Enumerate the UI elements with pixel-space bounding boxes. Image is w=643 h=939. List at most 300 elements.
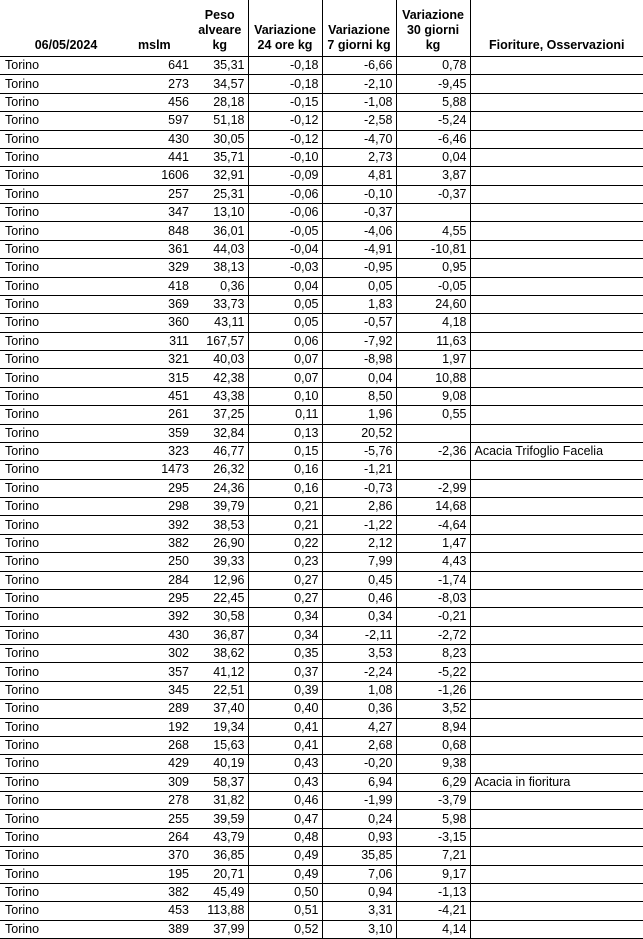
- cell-city: Torino: [0, 277, 132, 295]
- cell-variazione-24h: 0,34: [248, 608, 322, 626]
- cell-fioriture: [470, 240, 643, 258]
- table-row: [0, 810, 643, 828]
- cell-peso: 58,37: [192, 773, 248, 791]
- cell-variazione-24h: 0,51: [248, 902, 322, 920]
- cell-city: Torino: [0, 718, 132, 736]
- cell-city: Torino: [0, 240, 132, 258]
- cell-variazione-7d: 0,05: [322, 277, 396, 295]
- cell-variazione-30d: -2,72: [396, 626, 470, 644]
- cell-peso: 26,32: [192, 461, 248, 479]
- cell-variazione-24h: -0,12: [248, 112, 322, 130]
- table-row: [0, 442, 643, 460]
- cell-variazione-7d: -0,10: [322, 185, 396, 203]
- cell-peso: 15,63: [192, 736, 248, 754]
- cell-peso: 39,79: [192, 498, 248, 516]
- cell-city: Torino: [0, 700, 132, 718]
- cell-mslm: 192: [132, 718, 192, 736]
- cell-variazione-7d: 0,94: [322, 883, 396, 901]
- cell-fioriture: [470, 185, 643, 203]
- cell-variazione-24h: 0,16: [248, 461, 322, 479]
- cell-variazione-30d: -2,99: [396, 479, 470, 497]
- cell-city: Torino: [0, 259, 132, 277]
- cell-city: Torino: [0, 479, 132, 497]
- cell-peso: 20,71: [192, 865, 248, 883]
- table-row: [0, 828, 643, 846]
- cell-mslm: 347: [132, 204, 192, 222]
- cell-variazione-7d: 6,94: [322, 773, 396, 791]
- cell-variazione-7d: 2,12: [322, 534, 396, 552]
- cell-mslm: 250: [132, 553, 192, 571]
- cell-mslm: 195: [132, 865, 192, 883]
- cell-variazione-24h: 0,16: [248, 479, 322, 497]
- cell-fioriture: Acacia Trifoglio Facelia: [470, 442, 643, 460]
- cell-peso: 44,03: [192, 240, 248, 258]
- cell-variazione-24h: 0,49: [248, 847, 322, 865]
- cell-fioriture: [470, 589, 643, 607]
- cell-variazione-7d: 3,53: [322, 645, 396, 663]
- cell-mslm: 329: [132, 259, 192, 277]
- cell-city: Torino: [0, 865, 132, 883]
- cell-fioriture: [470, 626, 643, 644]
- cell-variazione-7d: 0,45: [322, 571, 396, 589]
- cell-variazione-7d: 0,24: [322, 810, 396, 828]
- cell-variazione-30d: -3,15: [396, 828, 470, 846]
- cell-variazione-7d: -5,76: [322, 442, 396, 460]
- cell-peso: 28,18: [192, 93, 248, 111]
- cell-mslm: 392: [132, 516, 192, 534]
- cell-city: Torino: [0, 442, 132, 460]
- cell-variazione-30d: 3,52: [396, 700, 470, 718]
- cell-city: Torino: [0, 148, 132, 166]
- cell-variazione-7d: 0,93: [322, 828, 396, 846]
- cell-variazione-24h: 0,40: [248, 700, 322, 718]
- table-row: [0, 148, 643, 166]
- cell-mslm: 441: [132, 148, 192, 166]
- cell-fioriture: [470, 883, 643, 901]
- cell-variazione-7d: -7,92: [322, 332, 396, 350]
- cell-peso: 30,05: [192, 130, 248, 148]
- cell-variazione-30d: 8,23: [396, 645, 470, 663]
- table-row: [0, 718, 643, 736]
- table-row: [0, 75, 643, 93]
- cell-mslm: 389: [132, 920, 192, 938]
- cell-fioriture: [470, 755, 643, 773]
- cell-peso: 38,13: [192, 259, 248, 277]
- cell-city: Torino: [0, 847, 132, 865]
- cell-variazione-7d: -1,99: [322, 792, 396, 810]
- cell-variazione-24h: 0,52: [248, 920, 322, 938]
- cell-variazione-24h: -0,09: [248, 167, 322, 185]
- cell-city: Torino: [0, 589, 132, 607]
- header-var30-line: 30 giorni kg: [406, 23, 460, 52]
- cell-variazione-24h: -0,10: [248, 148, 322, 166]
- cell-city: Torino: [0, 222, 132, 240]
- cell-variazione-24h: 0,04: [248, 277, 322, 295]
- cell-peso: 42,38: [192, 369, 248, 387]
- cell-mslm: 430: [132, 130, 192, 148]
- cell-variazione-7d: 3,10: [322, 920, 396, 938]
- cell-variazione-30d: -1,26: [396, 681, 470, 699]
- cell-variazione-24h: 0,35: [248, 645, 322, 663]
- cell-fioriture: [470, 828, 643, 846]
- table-row: [0, 351, 643, 369]
- cell-fioriture: [470, 810, 643, 828]
- cell-variazione-24h: 0,43: [248, 755, 322, 773]
- cell-variazione-7d: 0,04: [322, 369, 396, 387]
- cell-mslm: 289: [132, 700, 192, 718]
- cell-mslm: 1606: [132, 167, 192, 185]
- cell-variazione-7d: -0,20: [322, 755, 396, 773]
- cell-fioriture: [470, 148, 643, 166]
- cell-peso: 38,62: [192, 645, 248, 663]
- cell-city: Torino: [0, 75, 132, 93]
- cell-city: Torino: [0, 93, 132, 111]
- cell-variazione-30d: 9,17: [396, 865, 470, 883]
- table-row: [0, 663, 643, 681]
- cell-peso: 37,25: [192, 406, 248, 424]
- cell-variazione-24h: 0,21: [248, 498, 322, 516]
- table-row: [0, 902, 643, 920]
- cell-variazione-7d: -1,22: [322, 516, 396, 534]
- cell-variazione-7d: 0,46: [322, 589, 396, 607]
- cell-variazione-7d: -4,91: [322, 240, 396, 258]
- cell-variazione-24h: -0,15: [248, 93, 322, 111]
- cell-mslm: 302: [132, 645, 192, 663]
- cell-variazione-24h: -0,12: [248, 130, 322, 148]
- cell-mslm: 359: [132, 424, 192, 442]
- cell-variazione-30d: 0,95: [396, 259, 470, 277]
- cell-mslm: 597: [132, 112, 192, 130]
- cell-peso: 30,58: [192, 608, 248, 626]
- cell-city: Torino: [0, 332, 132, 350]
- cell-fioriture: [470, 902, 643, 920]
- cell-mslm: 278: [132, 792, 192, 810]
- cell-variazione-24h: 0,07: [248, 369, 322, 387]
- cell-peso: 167,57: [192, 332, 248, 350]
- cell-mslm: 1473: [132, 461, 192, 479]
- cell-fioriture: [470, 553, 643, 571]
- cell-variazione-24h: 0,13: [248, 424, 322, 442]
- cell-variazione-30d: 4,14: [396, 920, 470, 938]
- cell-mslm: 345: [132, 681, 192, 699]
- table-row: [0, 608, 643, 626]
- table-row: [0, 93, 643, 111]
- cell-variazione-7d: -0,95: [322, 259, 396, 277]
- cell-variazione-24h: 0,43: [248, 773, 322, 791]
- cell-variazione-30d: 4,43: [396, 553, 470, 571]
- cell-city: Torino: [0, 167, 132, 185]
- cell-city: Torino: [0, 369, 132, 387]
- cell-peso: 35,71: [192, 148, 248, 166]
- cell-peso: 13,10: [192, 204, 248, 222]
- cell-mslm: 451: [132, 387, 192, 405]
- cell-fioriture: [470, 700, 643, 718]
- table-row: [0, 295, 643, 313]
- table-row: [0, 167, 643, 185]
- table-row: [0, 883, 643, 901]
- cell-variazione-24h: 0,06: [248, 332, 322, 350]
- cell-variazione-7d: -6,66: [322, 57, 396, 75]
- cell-peso: 0,36: [192, 277, 248, 295]
- cell-peso: 31,82: [192, 792, 248, 810]
- cell-peso: 25,31: [192, 185, 248, 203]
- table-row: [0, 700, 643, 718]
- table-row: [0, 553, 643, 571]
- table-row: [0, 424, 643, 442]
- table-row: [0, 461, 643, 479]
- cell-variazione-24h: 0,10: [248, 387, 322, 405]
- cell-variazione-30d: -0,37: [396, 185, 470, 203]
- cell-variazione-24h: 0,22: [248, 534, 322, 552]
- table-row: [0, 645, 643, 663]
- cell-variazione-30d: 1,47: [396, 534, 470, 552]
- cell-fioriture: [470, 204, 643, 222]
- cell-peso: 32,84: [192, 424, 248, 442]
- cell-city: Torino: [0, 295, 132, 313]
- cell-variazione-7d: 20,52: [322, 424, 396, 442]
- table-row: [0, 277, 643, 295]
- cell-variazione-7d: -0,57: [322, 314, 396, 332]
- cell-variazione-30d: 24,60: [396, 295, 470, 313]
- cell-variazione-30d: -5,22: [396, 663, 470, 681]
- cell-fioriture: [470, 222, 643, 240]
- cell-mslm: 295: [132, 479, 192, 497]
- cell-mslm: 273: [132, 75, 192, 93]
- cell-mslm: 321: [132, 351, 192, 369]
- cell-variazione-30d: 9,38: [396, 755, 470, 773]
- cell-mslm: 369: [132, 295, 192, 313]
- cell-peso: 39,59: [192, 810, 248, 828]
- cell-variazione-30d: -0,05: [396, 277, 470, 295]
- cell-fioriture: [470, 75, 643, 93]
- cell-variazione-30d: -2,36: [396, 442, 470, 460]
- table-row: [0, 571, 643, 589]
- cell-variazione-30d: 0,04: [396, 148, 470, 166]
- cell-peso: 45,49: [192, 883, 248, 901]
- table-body: [0, 57, 643, 939]
- header-peso-line: kg: [212, 38, 228, 52]
- cell-peso: 46,77: [192, 442, 248, 460]
- header-var24-line: 24 ore kg: [257, 38, 313, 52]
- cell-variazione-7d: 1,08: [322, 681, 396, 699]
- table-row: [0, 57, 643, 75]
- cell-variazione-7d: -4,06: [322, 222, 396, 240]
- cell-fioriture: [470, 167, 643, 185]
- header-peso-line: Peso: [204, 8, 235, 22]
- cell-city: Torino: [0, 534, 132, 552]
- cell-variazione-24h: 0,48: [248, 828, 322, 846]
- header-mslm: mslm: [132, 0, 192, 57]
- cell-mslm: 382: [132, 534, 192, 552]
- cell-city: Torino: [0, 57, 132, 75]
- cell-variazione-7d: 0,36: [322, 700, 396, 718]
- cell-peso: 37,99: [192, 920, 248, 938]
- cell-mslm: 264: [132, 828, 192, 846]
- cell-fioriture: [470, 259, 643, 277]
- cell-city: Torino: [0, 185, 132, 203]
- cell-peso: 113,88: [192, 902, 248, 920]
- cell-variazione-7d: 1,83: [322, 295, 396, 313]
- cell-city: Torino: [0, 387, 132, 405]
- cell-fioriture: [470, 351, 643, 369]
- cell-variazione-24h: -0,04: [248, 240, 322, 258]
- cell-mslm: 382: [132, 883, 192, 901]
- table-row: [0, 185, 643, 203]
- cell-fioriture: [470, 663, 643, 681]
- table-row: [0, 240, 643, 258]
- cell-city: Torino: [0, 920, 132, 938]
- cell-fioriture: [470, 718, 643, 736]
- cell-variazione-7d: -1,21: [322, 461, 396, 479]
- cell-variazione-24h: 0,21: [248, 516, 322, 534]
- cell-variazione-30d: -6,46: [396, 130, 470, 148]
- cell-city: Torino: [0, 828, 132, 846]
- cell-variazione-30d: 1,97: [396, 351, 470, 369]
- table-row: [0, 332, 643, 350]
- table-row: [0, 112, 643, 130]
- header-var30-line: Variazione: [402, 8, 464, 22]
- table-row: [0, 516, 643, 534]
- cell-peso: 36,87: [192, 626, 248, 644]
- cell-variazione-24h: 0,11: [248, 406, 322, 424]
- cell-mslm: 430: [132, 626, 192, 644]
- cell-fioriture: [470, 424, 643, 442]
- table-row: [0, 534, 643, 552]
- cell-peso: 43,11: [192, 314, 248, 332]
- header-date: 06/05/2024: [0, 0, 132, 57]
- cell-variazione-30d: 0,55: [396, 406, 470, 424]
- cell-variazione-30d: 4,55: [396, 222, 470, 240]
- cell-city: Torino: [0, 461, 132, 479]
- cell-peso: 36,85: [192, 847, 248, 865]
- cell-variazione-7d: -2,24: [322, 663, 396, 681]
- cell-city: Torino: [0, 773, 132, 791]
- cell-variazione-30d: -4,21: [396, 902, 470, 920]
- cell-variazione-30d: -1,13: [396, 883, 470, 901]
- cell-variazione-24h: -0,03: [248, 259, 322, 277]
- cell-fioriture: [470, 295, 643, 313]
- cell-variazione-24h: 0,15: [248, 442, 322, 460]
- cell-peso: 40,19: [192, 755, 248, 773]
- cell-variazione-24h: 0,27: [248, 571, 322, 589]
- cell-mslm: 295: [132, 589, 192, 607]
- cell-mslm: 418: [132, 277, 192, 295]
- cell-variazione-30d: 5,88: [396, 93, 470, 111]
- table-row: [0, 847, 643, 865]
- cell-variazione-30d: 11,63: [396, 332, 470, 350]
- cell-fioriture: [470, 736, 643, 754]
- header-peso-line: alveare: [198, 23, 242, 37]
- cell-variazione-7d: 4,27: [322, 718, 396, 736]
- cell-city: Torino: [0, 553, 132, 571]
- cell-variazione-30d: -9,45: [396, 75, 470, 93]
- cell-city: Torino: [0, 663, 132, 681]
- cell-variazione-7d: 2,73: [322, 148, 396, 166]
- header-peso: [192, 0, 248, 57]
- table-row: [0, 259, 643, 277]
- cell-peso: 38,53: [192, 516, 248, 534]
- table-row: [0, 865, 643, 883]
- cell-peso: 12,96: [192, 571, 248, 589]
- table-row: [0, 222, 643, 240]
- cell-city: Torino: [0, 516, 132, 534]
- cell-peso: 34,57: [192, 75, 248, 93]
- cell-mslm: 309: [132, 773, 192, 791]
- cell-variazione-30d: 0,78: [396, 57, 470, 75]
- cell-variazione-30d: 3,87: [396, 167, 470, 185]
- header-fioriture: Fioriture, Osservazioni: [470, 0, 643, 57]
- cell-peso: 19,34: [192, 718, 248, 736]
- table-row: [0, 589, 643, 607]
- table-row: [0, 755, 643, 773]
- cell-fioriture: [470, 57, 643, 75]
- cell-variazione-7d: 3,31: [322, 902, 396, 920]
- cell-variazione-30d: 5,98: [396, 810, 470, 828]
- cell-variazione-30d: [396, 424, 470, 442]
- cell-city: Torino: [0, 810, 132, 828]
- cell-fioriture: [470, 332, 643, 350]
- cell-peso: 51,18: [192, 112, 248, 130]
- cell-fioriture: [470, 406, 643, 424]
- cell-fioriture: [470, 112, 643, 130]
- cell-city: Torino: [0, 498, 132, 516]
- cell-fioriture: [470, 865, 643, 883]
- cell-variazione-30d: -8,03: [396, 589, 470, 607]
- cell-peso: 35,31: [192, 57, 248, 75]
- cell-mslm: 370: [132, 847, 192, 865]
- cell-variazione-7d: -0,37: [322, 204, 396, 222]
- cell-fioriture: [470, 847, 643, 865]
- cell-mslm: 261: [132, 406, 192, 424]
- cell-variazione-24h: -0,18: [248, 75, 322, 93]
- cell-fioriture: [470, 314, 643, 332]
- cell-city: Torino: [0, 736, 132, 754]
- cell-city: Torino: [0, 424, 132, 442]
- cell-fioriture: [470, 571, 643, 589]
- cell-fioriture: [470, 93, 643, 111]
- table-row: [0, 479, 643, 497]
- table-row: [0, 369, 643, 387]
- cell-variazione-30d: [396, 461, 470, 479]
- cell-variazione-24h: 0,47: [248, 810, 322, 828]
- cell-mslm: 268: [132, 736, 192, 754]
- cell-peso: 41,12: [192, 663, 248, 681]
- cell-peso: 43,38: [192, 387, 248, 405]
- cell-variazione-24h: 0,27: [248, 589, 322, 607]
- cell-variazione-24h: -0,06: [248, 185, 322, 203]
- cell-mslm: 255: [132, 810, 192, 828]
- cell-variazione-30d: 7,21: [396, 847, 470, 865]
- cell-variazione-7d: -2,10: [322, 75, 396, 93]
- cell-variazione-24h: 0,49: [248, 865, 322, 883]
- cell-variazione-30d: 4,18: [396, 314, 470, 332]
- cell-peso: 36,01: [192, 222, 248, 240]
- cell-peso: 37,40: [192, 700, 248, 718]
- cell-city: Torino: [0, 406, 132, 424]
- cell-mslm: 298: [132, 498, 192, 516]
- cell-fioriture: [470, 479, 643, 497]
- cell-peso: 33,73: [192, 295, 248, 313]
- table-row: [0, 406, 643, 424]
- cell-variazione-30d: 9,08: [396, 387, 470, 405]
- cell-variazione-24h: -0,05: [248, 222, 322, 240]
- cell-peso: 40,03: [192, 351, 248, 369]
- cell-variazione-24h: 0,41: [248, 718, 322, 736]
- cell-fioriture: [470, 516, 643, 534]
- cell-variazione-7d: -0,73: [322, 479, 396, 497]
- cell-fioriture: [470, 277, 643, 295]
- table-row: [0, 920, 643, 938]
